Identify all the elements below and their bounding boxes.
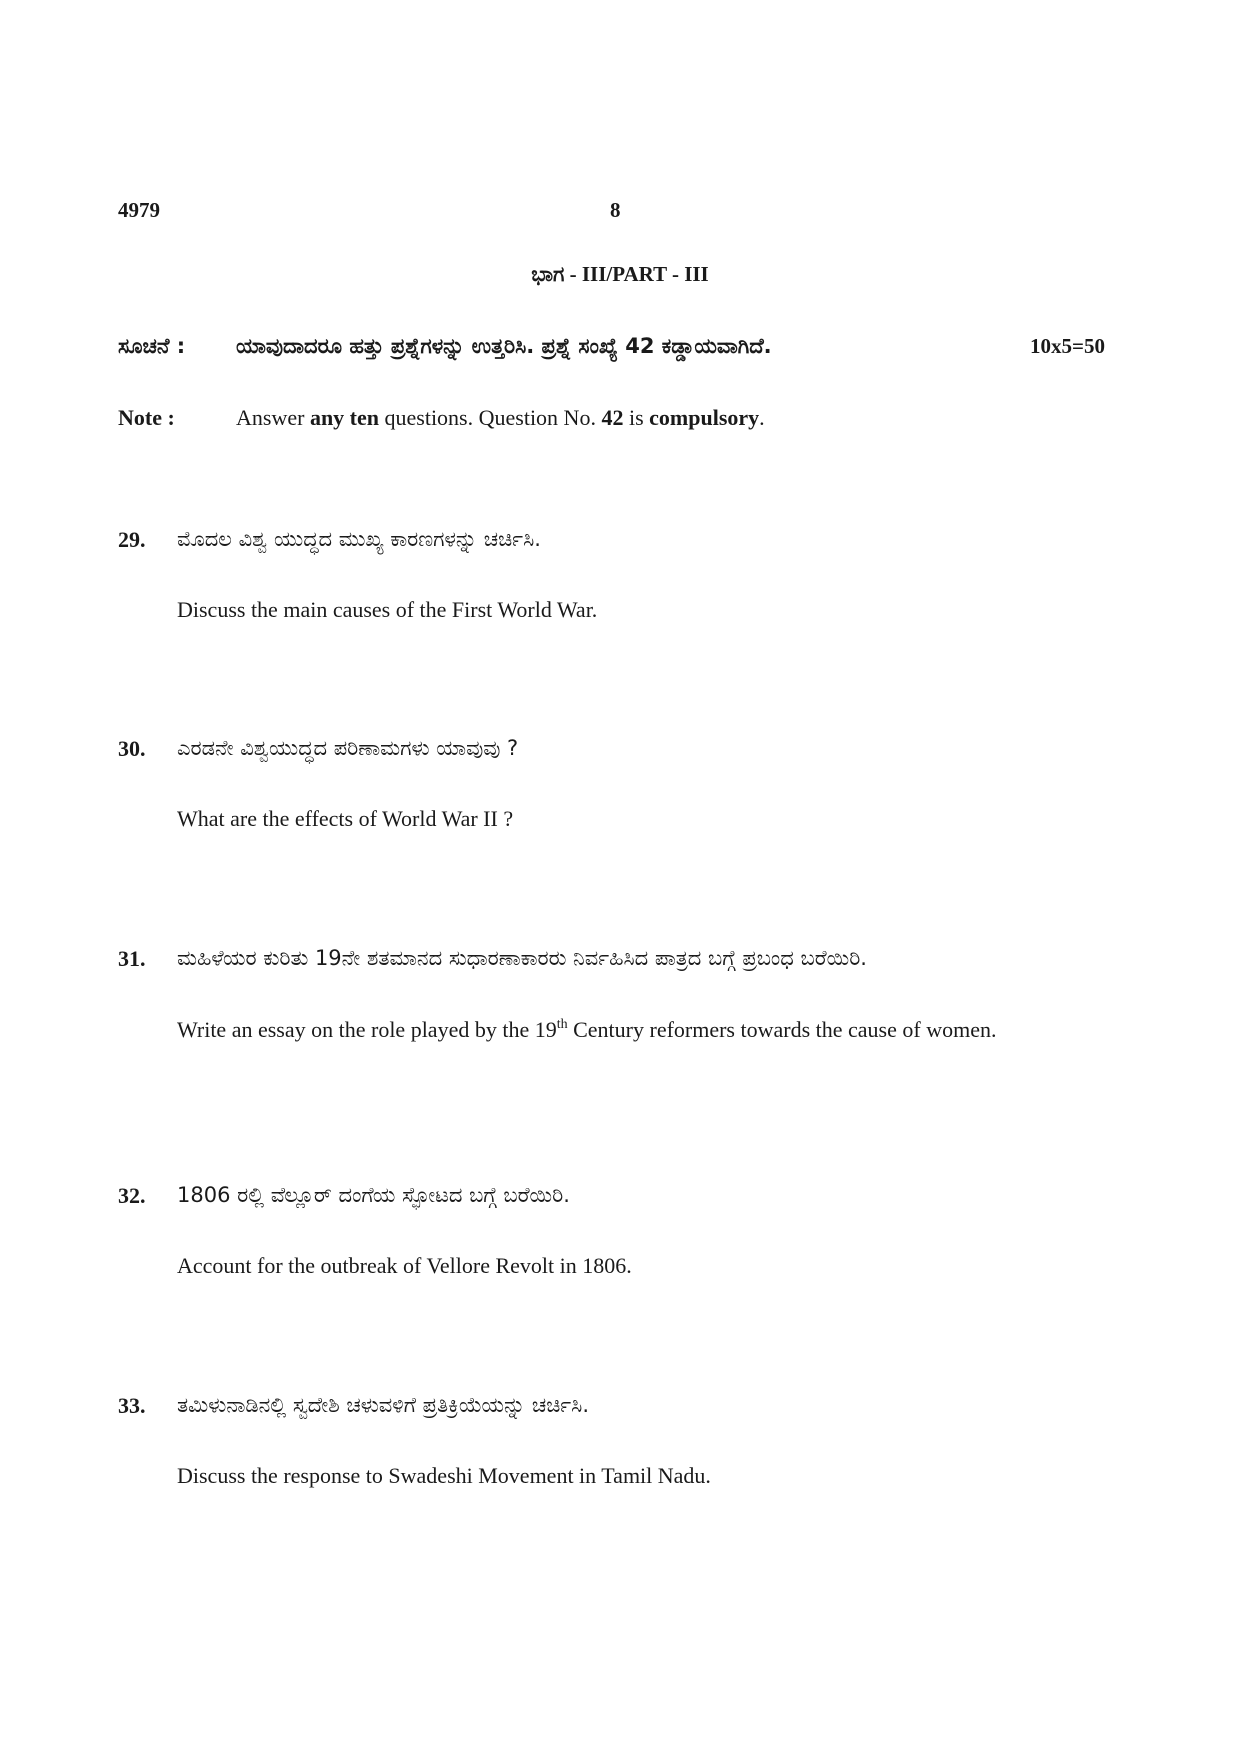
question-text-kn: 1806 ರಲ್ಲಿ ವೆಲ್ಲೂರ್ ದಂಗೆಯ ಸ್ಫೋಟದ ಬಗ್ಗೆ ಬರೆಯಿರಿ.	[177, 1183, 570, 1207]
question-number: 29.	[118, 527, 146, 552]
instruction-en-text: Answer any ten questions. Question No. 42 is compulsory.	[236, 405, 765, 430]
paper-code: 4979	[118, 198, 160, 222]
question-number: 30.	[118, 736, 146, 761]
question-number: 31.	[118, 946, 146, 971]
question-text-kn: ಮೊದಲ ವಿಶ್ವ ಯುದ್ಧದ ಮುಖ್ಯ ಕಾರಣಗಳನ್ನು ಚರ್ಚಿಸಿ.	[177, 527, 541, 551]
question-text-kn: ತಮಿಳುನಾಡಿನಲ್ಲಿ ಸ್ವದೇಶಿ ಚಳುವಳಿಗೆ ಪ್ರತಿಕ್ರಿಯೆಯನ್ನು ಚರ್ಚಿಸಿ.	[177, 1393, 590, 1417]
question-text-en: Discuss the response to Swadeshi Movement in Tamil Nadu.	[177, 1463, 711, 1488]
question-number: 32.	[118, 1183, 146, 1208]
question-text-kn: ಮಹಿಳೆಯರ ಕುರಿತು 19ನೇ ಶತಮಾನದ ಸುಧಾರಣಾಕಾರರು ನಿರ್ವಹಿಸಿದ ಪಾತ್ರದ ಬಗ್ಗೆ ಪ್ರಬಂಧ ಬರೆಯಿರಿ.	[177, 946, 867, 970]
part-title: ಭಾಗ - III/PART - III	[531, 262, 709, 286]
page-number: 8	[610, 198, 621, 222]
question-text-en: Account for the outbreak of Vellore Revolt in 1806.	[177, 1253, 632, 1278]
question-number: 33.	[118, 1393, 146, 1418]
instruction-kn-text: ಯಾವುದಾದರೂ ಹತ್ತು ಪ್ರಶ್ನೆಗಳನ್ನು ಉತ್ತರಿಸಿ. ಪ್ರಶ್ನೆ ಸಂಖ್ಯೆ 42 ಕಡ್ಡಾಯವಾಗಿದೆ.	[236, 334, 772, 358]
question-text-en: Discuss the main causes of the First World War.	[177, 597, 598, 622]
instruction-kn-label: ಸೂಚನೆ :	[118, 334, 186, 358]
question-text-kn: ಎರಡನೇ ವಿಶ್ವಯುದ್ಧದ ಪರಿಣಾಮಗಳು ಯಾವುವು ?	[177, 736, 519, 760]
marks-allocation: 10x5=50	[1030, 334, 1105, 358]
question-text-en: What are the effects of World War II ?	[177, 806, 514, 831]
instruction-en-label: Note :	[118, 405, 175, 430]
question-text-en: Write an essay on the role played by the 19th Century reformers towards the cause of women.	[177, 1016, 997, 1042]
